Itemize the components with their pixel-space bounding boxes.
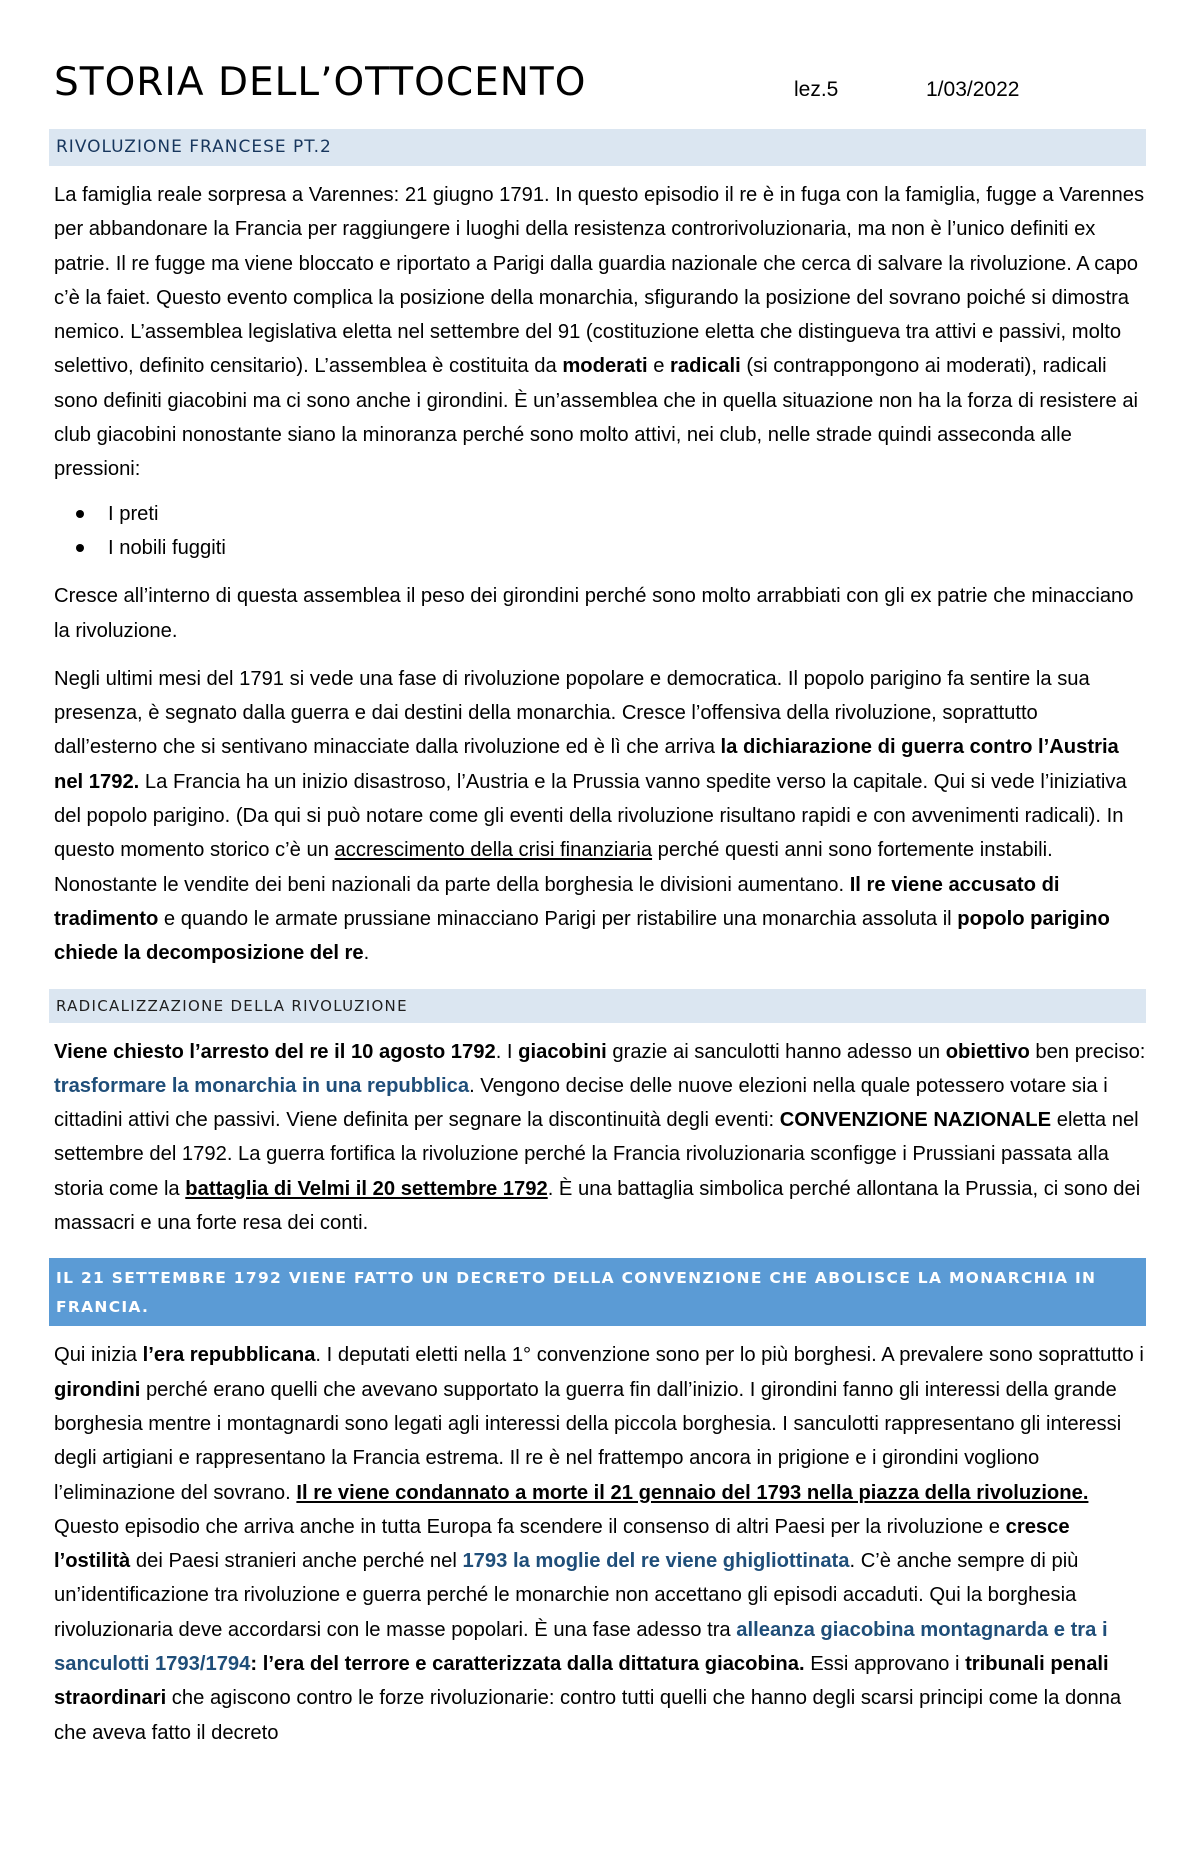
list-item: I nobili fuggiti — [108, 531, 1146, 565]
paragraph-1791: Negli ultimi mesi del 1791 si vede una fase di rivoluzione popolare e democratica. Il popolo parigino fa sentire la sua presenza, è segnato dalla guerra e dai destini della monarchia. Cresce l’offensiva della rivoluzione, soprattutto dall’esterno che si sentivano minacciate dalla rivoluzione ed è lì che arriva la dichiarazione di guerra contro l’Austria nel 1792. La Francia ha un inizio disastroso, l’Austria e la Prussia vanno spedite verso la capitale. Qui si vede l’iniziativa del popolo parigino. (Da qui si può notare come gli eventi della rivoluzione risultano rapidi e con avvenimenti radicali). In questo momento storico c’è un accrescimento della crisi finanziaria perché questi anni sono fortemente instabili. Nonostante le vendite dei beni nazionali da parte della borghesia le divisioni aumentano. Il re viene accusato di tradimento e quando le armate prussiane minacciano Parigi per ristabilire una monarchia assoluta il popolo parigino chiede la decomposizione del re. — [54, 667, 1127, 965]
paragraph-varennes: La famiglia reale sorpresa a Varennes: 21 giugno 1791. In questo episodio il re è in fuga con la famiglia, fugge a Varennes per abbandonare la Francia per raggiungere i luoghi della resistenza controrivoluzionaria, ma non è l’unico definiti ex patrie. Il re fugge ma viene bloccato e riportato a Parigi dalla guardia nazionale che cerca di salvare la rivoluzione. A capo c’è la faiet. Questo evento complica la posizione della monarchia, sfigurando la posizione del sovrano poiché si dimostra nemico. L’assemblea legislativa eletta nel settembre del 91 (costituzione eletta che distingueva tra attivi e passivi, molto selettivo, definito censitario). L’assemblea è costituita da moderati e radicali (si contrappongono ai moderati), radicali sono definiti giacobini ma ci sono anche i girondini. È un’assemblea che in quella situazione non ha la forza di resistere ai club giacobini nonostante siano la minoranza perché sono molto attivi, nei club, nelle strade quindi asseconda alle pressioni: — [54, 184, 1145, 481]
lesson-number: lez.5 — [794, 78, 839, 101]
document-title: STORIA DELL’OTTOCENTO — [54, 60, 587, 105]
title-row — [54, 0, 1146, 112]
paragraph-girondini: Cresce all’interno di questa assemblea il peso dei girondini perché sono molto arrabbiati con gli ex patrie che minacciano la rivoluzione. — [54, 585, 1134, 642]
section-heading-rivoluzione: RIVOLUZIONE FRANCESE PT.2 — [49, 129, 1146, 166]
section-heading-radicalizzazione: RADICALIZZAZIONE DELLA RIVOLUZIONE — [49, 989, 1146, 1023]
list-item: I preti — [108, 497, 1146, 531]
paragraph-repubblica: Qui inizia l’era repubblicana. I deputati eletti nella 1° convenzione sono per lo più borghesi. A prevalere sono soprattutto i girondini perché erano quelli che avevano supportato la guerra fin dall’inizio. I girondini fanno gli interessi della grande borghesia mentre i montagnardi sono legati agli interessi della piccola borghesia. I sanculotti rappresentano gli interessi degli artigiani e rappresentano la Francia estrema. Il re è nel frattempo ancora in prigione e i girondini vogliono l’eliminazione del sovrano. Il re viene condannato a morte il 21 gennaio del 1793 nella piazza della rivoluzione. Questo episodio che arriva anche in tutta Europa fa scendere il consenso di altri Paesi per la rivoluzione e cresce l’ostilità dei Paesi stranieri anche perché nel 1793 la moglie del re viene ghigliottinata. C’è anche sempre di più un’identificazione tra rivoluzione e guerra perché le monarchie non accettano gli episodi accaduti. Qui la borghesia rivoluzionaria deve accordarsi con le masse popolari. È una fase adesso tra alleanza giacobina montagnarda e tra i sanculotti 1793/1794: l’era del terrore e caratterizzata dalla dittatura giacobina. Essi approvano i tribunali penali straordinari che agiscono contro le forze rivoluzionarie: contro tutti quelli che hanno degli scarsi principi come la donna che aveva fatto il decreto — [54, 1344, 1144, 1744]
document-page — [54, 0, 1146, 1750]
paragraph-arresto: Viene chiesto l’arresto del re il 10 agosto 1792. I giacobini grazie ai sanculotti hanno adesso un obiettivo ben preciso: trasformare la monarchia in una repubblica. Vengono decise delle nuove elezioni nella quale potessero votare sia i cittadini attivi che passivi. Viene definita per segnare la discontinuità degli eventi: CONVENZIONE NAZIONALE eletta nel settembre del 1792. La guerra fortifica la rivoluzione perché la Francia rivoluzionaria sconfigge i Prussiani passata alla storia come la battaglia di Velmi il 20 settembre 1792. È una battaglia simbolica perché allontana la Prussia, ci sono dei massacri e una forte resa dei conti. — [54, 1040, 1146, 1235]
lesson-date: 1/03/2022 — [926, 78, 1020, 101]
bullet-list — [54, 497, 1146, 566]
section-heading-decreto: IL 21 SETTEMBRE 1792 VIENE FATTO UN DECRETO DELLA CONVENZIONE CHE ABOLISCE LA MONARCHIA IN FRANCIA. — [49, 1258, 1146, 1326]
